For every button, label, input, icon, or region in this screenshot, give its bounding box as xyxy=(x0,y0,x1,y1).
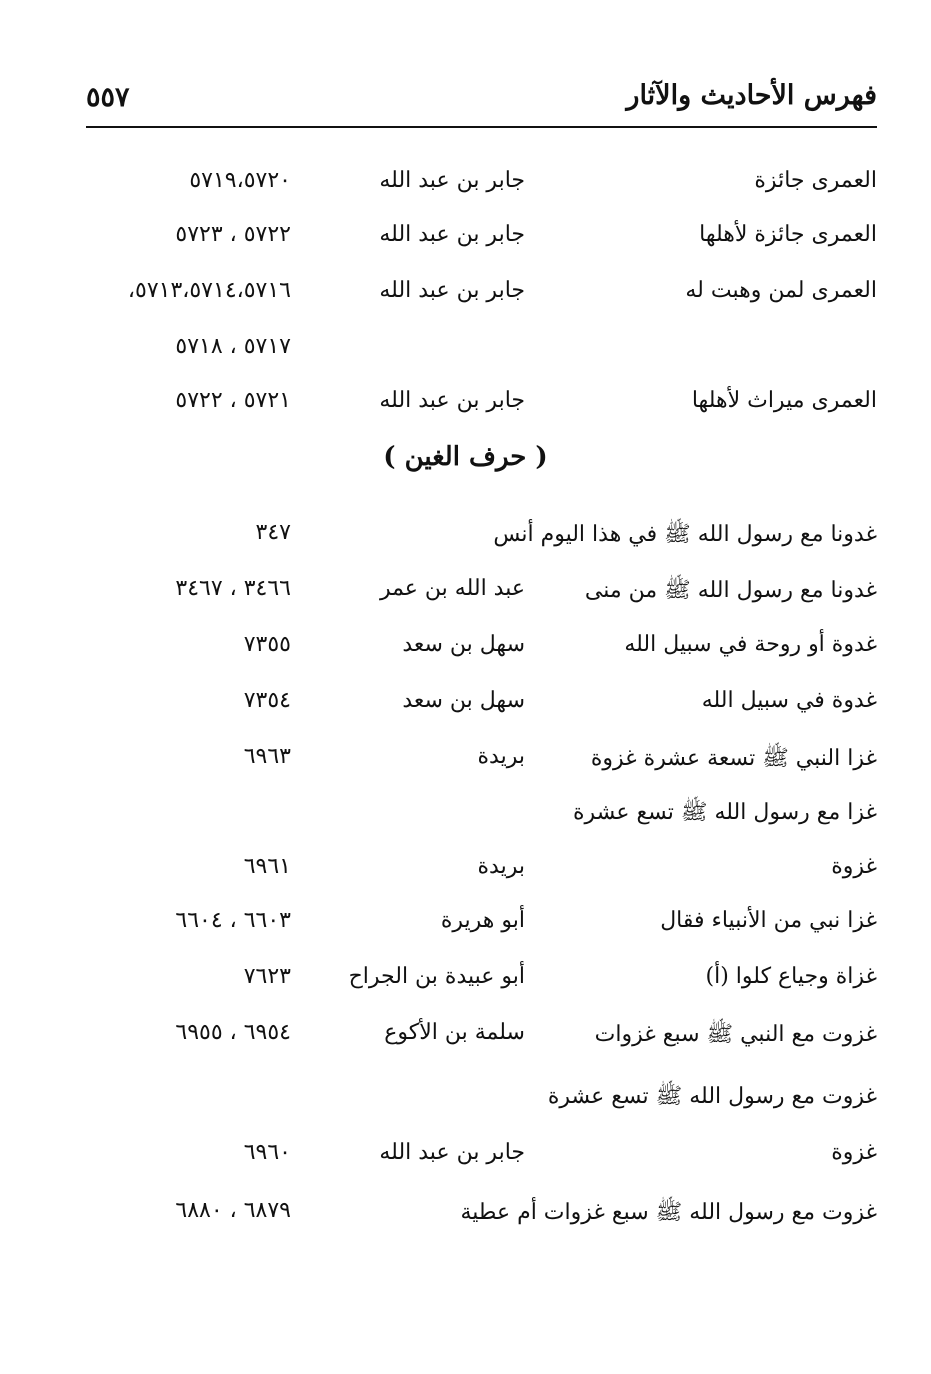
hadith-text: العمرى جائزة xyxy=(754,168,877,193)
index-entry xyxy=(0,960,931,1000)
hadith-text: غزوت مع النبي ﷺ سبع غزوات xyxy=(594,1022,877,1047)
hadith-text: غزا نبي من الأنبياء فقال xyxy=(660,908,877,933)
hadith-numbers: ٦٦٠٣ ، ٦٦٠٤ xyxy=(175,908,291,933)
index-entry xyxy=(0,516,931,556)
hadith-numbers: ٦٩٦٣ xyxy=(243,744,291,769)
hadith-numbers: ٦٩٦١ xyxy=(243,854,291,879)
narrator: أبو هريرة xyxy=(440,908,525,933)
hadith-numbers: ٣٤٧ xyxy=(255,520,291,545)
index-entry xyxy=(0,274,931,314)
hadith-numbers: ٧٣٥٥ xyxy=(243,632,291,657)
index-entry xyxy=(0,572,931,612)
hadith-text: غزا النبي ﷺ تسعة عشرة غزوة xyxy=(590,746,877,771)
hadith-text: غدوة في سبيل الله xyxy=(701,688,877,713)
hadith-text: العمرى ميراث لأهلها xyxy=(691,388,877,413)
hadith-text: غزاة وجياع كلوا (أ) xyxy=(705,964,877,989)
hadith-text: غزوة xyxy=(831,854,877,879)
hadith-text: غدونا مع رسول الله ﷺ في هذا اليوم أنس xyxy=(493,522,877,547)
page-number: ٥٥٧ xyxy=(86,82,130,113)
hadith-text: غزوت مع رسول الله ﷺ تسع عشرة xyxy=(547,1084,877,1109)
index-entry xyxy=(0,740,931,780)
hadith-numbers: ٧٦٢٣ xyxy=(243,964,291,989)
narrator: سلمة بن الأكوع xyxy=(384,1020,525,1045)
hadith-text: غدوة أو روحة في سبيل الله xyxy=(624,632,877,657)
hadith-numbers: ٦٩٥٤ ، ٦٩٥٥ xyxy=(175,1020,291,1045)
narrator: سهل بن سعد xyxy=(402,688,525,713)
hadith-numbers: ٣٤٦٦ ، ٣٤٦٧ xyxy=(175,576,291,601)
index-entry-continuation xyxy=(0,330,931,370)
hadith-text: غزوت مع رسول الله ﷺ سبع غزوات أم عطية xyxy=(460,1200,877,1225)
index-entry xyxy=(0,628,931,668)
narrator: جابر بن عبد الله xyxy=(379,278,525,303)
hadith-numbers: ٥٧١٩،٥٧٢٠ xyxy=(189,168,291,193)
narrator: جابر بن عبد الله xyxy=(379,1140,525,1165)
hadith-text: العمرى جائزة لأهلها xyxy=(699,222,877,247)
index-entry xyxy=(0,164,931,204)
index-entry xyxy=(0,384,931,424)
hadith-numbers: ٥٧١٣،٥٧١٤،٥٧١٦، xyxy=(127,278,291,303)
narrator: عبد الله بن عمر xyxy=(379,576,525,601)
narrator: جابر بن عبد الله xyxy=(379,222,525,247)
section-heading: ( حرف الغين ) xyxy=(383,442,548,472)
hadith-numbers: ٥٧٢٢ ، ٥٧٢٣ xyxy=(175,222,291,247)
index-entry xyxy=(0,1016,931,1056)
narrator: بريدة xyxy=(477,744,525,769)
index-entry xyxy=(0,684,931,724)
hadith-numbers: ٦٨٧٩ ، ٦٨٨٠ xyxy=(175,1198,291,1223)
index-entry xyxy=(0,1194,931,1234)
index-entry xyxy=(0,904,931,944)
narrator: سهل بن سعد xyxy=(402,632,525,657)
index-entry xyxy=(0,1078,931,1118)
narrator: جابر بن عبد الله xyxy=(379,168,525,193)
page-header xyxy=(86,78,877,128)
page-title: فهرس الأحاديث والآثار xyxy=(626,80,877,111)
hadith-numbers: ٦٩٦٠ xyxy=(243,1140,291,1165)
hadith-numbers: ٧٣٥٤ xyxy=(243,688,291,713)
index-entry-continuation xyxy=(0,850,931,890)
narrator: أبو عبيدة بن الجراح xyxy=(348,964,525,989)
hadith-numbers: ٥٧٢١ ، ٥٧٢٢ xyxy=(175,388,291,413)
narrator: بريدة xyxy=(477,854,525,879)
narrator: جابر بن عبد الله xyxy=(379,388,525,413)
hadith-numbers: ٥٧١٧ ، ٥٧١٨ xyxy=(175,334,291,359)
hadith-text: غزوة xyxy=(831,1140,877,1165)
index-entry xyxy=(0,794,931,834)
index-entry-continuation xyxy=(0,1136,931,1176)
hadith-text: العمرى لمن وهبت له xyxy=(685,278,877,303)
index-entry xyxy=(0,218,931,258)
hadith-text: غزا مع رسول الله ﷺ تسع عشرة xyxy=(573,800,877,825)
hadith-text: غدونا مع رسول الله ﷺ من منى xyxy=(584,578,877,603)
